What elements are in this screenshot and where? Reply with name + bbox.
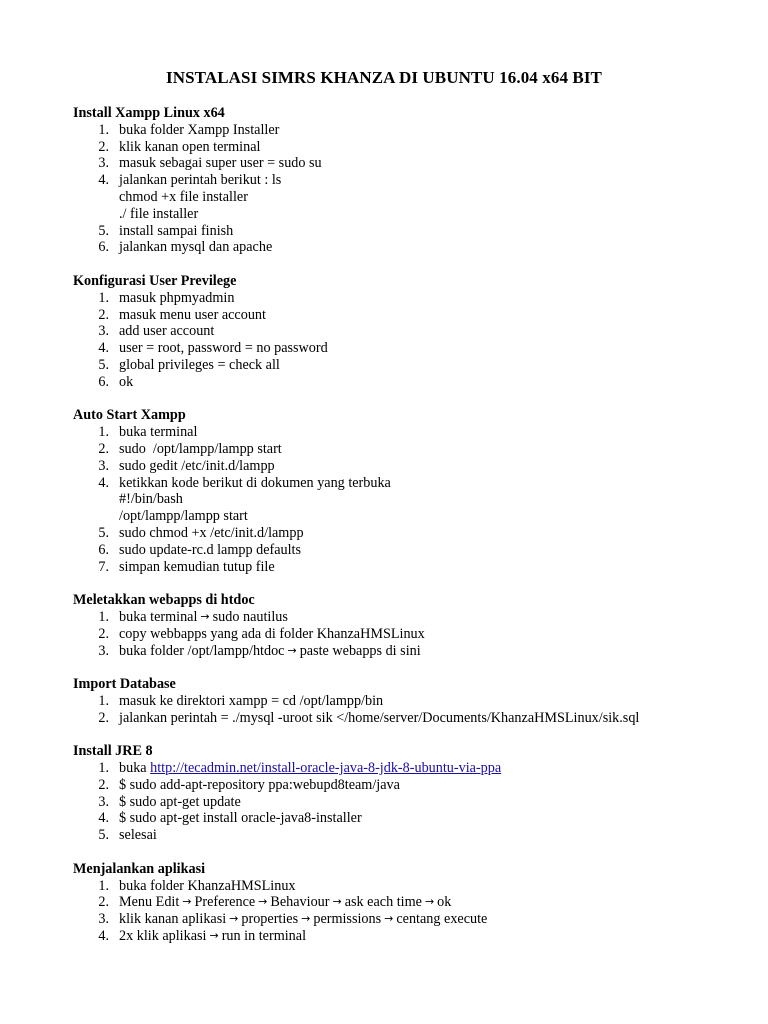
item-text: simpan kemudian tutup file <box>119 558 275 575</box>
list-number: 1. <box>98 424 109 441</box>
item-text: ketikkan kode berikut di dokumen yang terbuka <box>119 474 391 491</box>
item-text: buka terminal <box>119 424 198 441</box>
item-text: klik kanan aplikasi <box>119 911 227 928</box>
list-number: 1. <box>98 877 109 894</box>
numbered-list <box>73 693 733 727</box>
item-text: global privileges = check all <box>119 356 280 373</box>
list-item-line <box>119 827 733 844</box>
list-item <box>73 122 733 139</box>
list-item-line <box>119 810 733 827</box>
arrow-icon: → <box>384 912 394 926</box>
list-item <box>73 155 733 172</box>
list-number: 3. <box>98 911 109 928</box>
item-text: masuk menu user account <box>119 306 266 323</box>
list-item-line <box>119 794 733 811</box>
item-text: sudo gedit /etc/init.d/lampp <box>119 457 275 474</box>
list-item-line <box>119 239 733 256</box>
list-item <box>73 424 733 441</box>
numbered-list <box>73 290 733 391</box>
item-text: buka terminal <box>119 608 198 625</box>
item-text: masuk phpmyadmin <box>119 289 235 306</box>
list-number: 5. <box>98 222 109 239</box>
section-heading: Auto Start Xampp <box>73 407 186 424</box>
list-number: 5. <box>98 827 109 844</box>
document-body <box>73 105 733 962</box>
list-number: 1. <box>98 121 109 138</box>
item-text: buka <box>119 760 151 777</box>
list-item-line <box>119 508 733 525</box>
list-item-line <box>119 760 733 777</box>
item-text: buka folder KhanzaHMSLinux <box>119 877 296 894</box>
list-item-line <box>119 290 733 307</box>
arrow-icon: → <box>200 609 210 623</box>
list-number: 4. <box>98 474 109 491</box>
item-text: jalankan perintah berikut : ls <box>119 172 282 189</box>
numbered-list <box>73 878 733 945</box>
section-3 <box>73 407 733 575</box>
list-number: 5. <box>98 356 109 373</box>
list-number: 2. <box>98 709 109 726</box>
list-item <box>73 559 733 576</box>
item-text: Behaviour <box>270 894 330 911</box>
item-text: $ sudo apt-get update <box>119 793 241 810</box>
numbered-list <box>73 609 733 659</box>
list-item <box>73 307 733 324</box>
arrow-icon: → <box>209 929 219 943</box>
list-number: 6. <box>98 239 109 256</box>
list-number: 3. <box>98 323 109 340</box>
section-heading: Install Xampp Linux x64 <box>73 105 225 121</box>
list-item-line <box>119 357 733 374</box>
list-number: 3. <box>98 642 109 659</box>
item-text: ok <box>437 894 452 911</box>
list-item <box>73 710 733 727</box>
list-number: 1. <box>98 289 109 306</box>
list-number: 3. <box>98 457 109 474</box>
list-item <box>73 760 733 777</box>
list-item-line <box>119 323 733 340</box>
list-item-line <box>119 374 733 391</box>
list-item <box>73 475 733 525</box>
list-item-line <box>119 542 733 559</box>
list-item-line <box>119 693 733 710</box>
list-item-line <box>119 525 733 542</box>
list-item-line <box>119 491 733 508</box>
item-text: chmod +x file installer <box>119 188 248 205</box>
list-item-line <box>119 777 733 794</box>
list-item-line <box>119 458 733 475</box>
item-text: buka folder /opt/lampp/htdoc <box>119 642 285 659</box>
section-heading: Install JRE 8 <box>73 743 153 760</box>
item-text: klik kanan open terminal <box>119 138 261 155</box>
list-number: 4. <box>98 340 109 357</box>
item-text: masuk ke direktori xampp = cd /opt/lampp/bin <box>119 692 384 709</box>
list-item <box>73 643 733 660</box>
item-text: sudo chmod +x /etc/init.d/lampp <box>119 524 304 541</box>
list-number: 2. <box>98 138 109 155</box>
item-text: centang execute <box>396 911 488 928</box>
section-6 <box>73 743 733 844</box>
list-item-line <box>119 223 733 240</box>
list-item <box>73 223 733 240</box>
list-item-line <box>119 559 733 576</box>
item-text: ok <box>119 373 134 390</box>
item-text: sudo /opt/lampp/lampp start <box>119 440 282 457</box>
item-text: run in terminal <box>221 928 307 945</box>
section-1 <box>73 105 733 256</box>
list-item-line <box>119 911 733 928</box>
list-item-line <box>119 643 733 660</box>
list-item <box>73 172 733 222</box>
item-text: buka folder Xampp Installer <box>119 121 280 138</box>
item-text: jalankan perintah = ./mysql -uroot sik </home/server/Documents/KhanzaHMSLinux/sik.sql <box>119 709 640 726</box>
list-number: 2. <box>98 440 109 457</box>
list-item-line <box>119 710 733 727</box>
list-number: 5. <box>98 524 109 541</box>
list-item <box>73 878 733 895</box>
list-item <box>73 810 733 827</box>
section-heading: Import Database <box>73 676 176 693</box>
list-item <box>73 525 733 542</box>
numbered-list <box>73 122 733 256</box>
list-number: 6. <box>98 541 109 558</box>
item-text: ./ file installer <box>119 205 199 222</box>
section-2 <box>73 273 733 391</box>
list-number: 2. <box>98 625 109 642</box>
section-7 <box>73 861 733 945</box>
item-text: Menu Edit <box>119 894 180 911</box>
list-item <box>73 323 733 340</box>
item-text: masuk sebagai super user = sudo su <box>119 155 322 172</box>
list-item-line <box>119 424 733 441</box>
list-number: 6. <box>98 373 109 390</box>
numbered-list <box>73 760 733 844</box>
list-item <box>73 626 733 643</box>
list-item-line <box>119 307 733 324</box>
item-text: properties <box>241 911 299 928</box>
arrow-icon: → <box>332 895 342 909</box>
item-text: user = root, password = no password <box>119 340 328 357</box>
list-item <box>73 827 733 844</box>
list-item-line <box>119 340 733 357</box>
item-text: ask each time <box>344 894 422 911</box>
item-text: add user account <box>119 323 215 340</box>
list-item <box>73 693 733 710</box>
list-item-line <box>119 441 733 458</box>
document-title: INSTALASI SIMRS KHANZA DI UBUNTU 16.04 x64 BIT <box>166 68 602 87</box>
arrow-icon: → <box>287 643 297 657</box>
item-text: paste webapps di sini <box>299 642 421 659</box>
list-item <box>73 441 733 458</box>
numbered-list <box>73 424 733 575</box>
list-item <box>73 794 733 811</box>
item-text: selesai <box>119 827 157 844</box>
list-number: 2. <box>98 776 109 793</box>
list-number: 4. <box>98 172 109 189</box>
list-item <box>73 139 733 156</box>
list-item-line <box>119 626 733 643</box>
item-text: #!/bin/bash <box>119 491 183 508</box>
list-number: 3. <box>98 155 109 172</box>
arrow-icon: → <box>182 895 192 909</box>
list-item <box>73 340 733 357</box>
list-item <box>73 609 733 626</box>
list-item <box>73 894 733 911</box>
list-number: 3. <box>98 793 109 810</box>
url-link[interactable]: http://tecadmin.net/install-oracle-java-8-jdk-8-ubuntu-via-ppa <box>150 760 502 777</box>
list-number: 1. <box>98 608 109 625</box>
list-item-line <box>119 894 733 911</box>
list-number: 1. <box>98 760 109 777</box>
list-item-line <box>119 155 733 172</box>
list-number: 1. <box>98 692 109 709</box>
section-heading: Konfigurasi User Previlege <box>73 272 237 289</box>
list-item <box>73 777 733 794</box>
arrow-icon: → <box>258 895 268 909</box>
list-number: 2. <box>98 306 109 323</box>
list-item <box>73 911 733 928</box>
list-item-line <box>119 189 733 206</box>
list-item-line <box>119 928 733 945</box>
item-text: $ sudo add-apt-repository ppa:webupd8team/java <box>119 776 400 793</box>
item-text: /opt/lampp/lampp start <box>119 508 248 525</box>
section-4 <box>73 592 733 659</box>
item-text: sudo nautilus <box>212 608 288 625</box>
item-text: sudo update-rc.d lampp defaults <box>119 541 302 558</box>
list-item-line <box>119 172 733 189</box>
list-item <box>73 374 733 391</box>
item-text: permissions <box>313 911 382 928</box>
section-heading: Menjalankan aplikasi <box>73 860 206 877</box>
list-item-line <box>119 475 733 492</box>
list-item-line <box>119 206 733 223</box>
item-text: copy webbapps yang ada di folder KhanzaHMSLinux <box>119 625 425 642</box>
list-item <box>73 542 733 559</box>
item-text: Preference <box>194 894 256 911</box>
list-item-line <box>119 878 733 895</box>
list-number: 7. <box>98 558 109 575</box>
list-item <box>73 290 733 307</box>
item-text: jalankan mysql dan apache <box>119 239 273 256</box>
arrow-icon: → <box>229 912 239 926</box>
list-item <box>73 458 733 475</box>
list-number: 2. <box>98 894 109 911</box>
item-text: install sampai finish <box>119 222 234 239</box>
arrow-icon: → <box>301 912 311 926</box>
list-item-line <box>119 122 733 139</box>
list-item <box>73 357 733 374</box>
list-number: 4. <box>98 928 109 945</box>
section-5 <box>73 676 733 726</box>
section-heading: Meletakkan webapps di htdoc <box>73 592 255 609</box>
arrow-icon: → <box>424 895 435 909</box>
list-item-line <box>119 609 733 626</box>
list-number: 4. <box>98 810 109 827</box>
list-item <box>73 239 733 256</box>
item-text: $ sudo apt-get install oracle-java8-installer <box>119 810 362 827</box>
item-text: 2x klik aplikasi <box>119 928 207 945</box>
list-item <box>73 928 733 945</box>
list-item-line <box>119 139 733 156</box>
